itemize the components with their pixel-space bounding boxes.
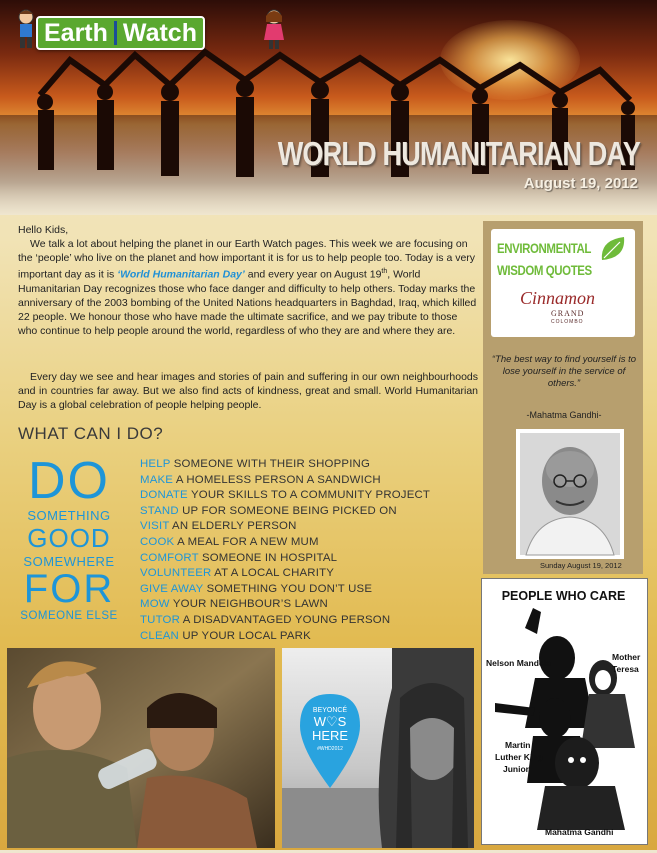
header-banner (0, 0, 657, 215)
name-junior: Junior (503, 764, 529, 774)
boy-mascot-icon (14, 8, 38, 50)
action-verb: COMFORT (140, 551, 199, 564)
name-mahatma-gandhi: Mahatma Gandhi (545, 827, 614, 837)
earth-watch-logo (36, 16, 205, 50)
env-quotes-title-1: ENVIRONMENTAL (497, 240, 591, 256)
page-date: August 19, 2012 (523, 175, 638, 192)
whd-highlight: ‘World Humanitarian Day’ (117, 268, 245, 281)
logo-divider (114, 21, 117, 45)
sponsor-name: Cinnamon (520, 288, 596, 308)
action-text: UP FOR SOMEONE BEING PICKED ON (178, 504, 397, 517)
name-martin: Martin (505, 740, 531, 750)
name-luther-king: Luther King (495, 752, 543, 762)
action-item (140, 582, 480, 598)
action-item (140, 457, 480, 473)
name-mother: Mother (612, 652, 641, 662)
action-text: YOUR NEIGHBOUR’S LAWN (169, 598, 328, 611)
action-item (140, 629, 480, 645)
action-item (140, 488, 480, 504)
action-verb: VISIT (140, 520, 170, 533)
action-text: AN ELDERLY PERSON (169, 520, 297, 533)
env-quotes-title-2: WISDOM QUOTES (497, 262, 592, 278)
paragraph-1 (18, 237, 478, 338)
sponsor-grand: GRAND (551, 309, 585, 318)
action-verb: CLEAN (140, 629, 179, 642)
people-who-care-illustration (485, 608, 643, 836)
beyonce-hashtag: #WHD2012 (317, 746, 343, 752)
action-item (140, 597, 480, 613)
action-item (140, 613, 480, 629)
beyonce-pin-text (300, 706, 360, 754)
action-verb: TUTOR (140, 613, 181, 626)
something-word: SOMETHING (27, 508, 111, 523)
name-teresa: Teresa (612, 664, 639, 674)
sponsor-city: COLOMBO (551, 319, 584, 325)
action-verb: COOK (140, 535, 175, 548)
action-item (140, 519, 480, 535)
greeting: Hello Kids, (18, 224, 69, 236)
action-item (140, 551, 480, 567)
beyonce-campaign-photo (282, 648, 474, 848)
p1-superscript: th (381, 268, 388, 275)
action-text: SOMEONE WITH THEIR SHOPPING (170, 458, 371, 470)
good-word: GOOD (27, 523, 111, 553)
action-verb: MAKE (140, 473, 174, 486)
paragraph-2: Every day we see and hear images and stories of pain and suffering in our own neighbourhoods and in countries far away. But we also find acts of kindness, great and small. World Humanitarian Day is a global celebration of people helping people. (18, 371, 478, 411)
action-text: A DISADVANTAGED YOUNG PERSON (180, 613, 391, 626)
logo-text-earth: Earth (44, 19, 108, 47)
action-verb: VOLUNTEER (140, 567, 212, 580)
beyonce-line-3: HERE (311, 728, 349, 743)
action-verb: DONATE (140, 489, 188, 502)
action-text: A HOMELESS PERSON A SANDWICH (173, 473, 381, 486)
do-word: DO (28, 452, 110, 510)
do-something-good-block (14, 452, 124, 623)
action-item (140, 504, 480, 520)
people-who-care-title: PEOPLE WHO CARE (501, 589, 626, 603)
action-item (140, 473, 480, 489)
for-word: FOR (23, 567, 115, 611)
somewhere-word: SOMEWHERE (23, 554, 115, 569)
what-can-i-do-heading: WHAT CAN I DO? (18, 424, 164, 443)
action-text: SOMETHING YOU DON’T USE (203, 582, 373, 595)
action-text: A MEAL FOR A NEW MUM (174, 535, 319, 548)
someone-else-word: SOMEONE ELSE (20, 610, 118, 622)
action-verb: HELP (140, 458, 171, 470)
action-item (140, 535, 480, 551)
action-text: UP YOUR LOCAL PARK (178, 629, 311, 642)
photo-caption: Sunday August 19, 2012 (540, 561, 622, 570)
name-nelson-mandela: Nelson Mandela (486, 658, 551, 668)
action-text: SOMEONE IN HOSPITAL (198, 551, 338, 564)
action-list (140, 457, 480, 644)
intro-paragraph (18, 223, 478, 338)
p1-part-b: and every year on August 19 (244, 268, 382, 281)
action-verb: MOW (140, 598, 170, 611)
action-item (140, 566, 480, 582)
action-verb: GIVE AWAY (140, 582, 204, 595)
leaf-icon (598, 234, 628, 264)
beyonce-line-1: BEYONCÉ (312, 707, 348, 714)
gandhi-quote: “The best way to find yourself is to lose yourself in the service of others.” (491, 354, 637, 389)
beyonce-line-2: W♡S (313, 714, 347, 729)
logo-text-watch: Watch (122, 19, 197, 47)
action-verb: STAND (140, 504, 179, 517)
girl-mascot-icon (262, 8, 286, 50)
action-text: AT A LOCAL CHARITY (211, 567, 335, 580)
p1-part-a: We talk a lot about helping the planet in our Earth Watch pages. This week we are focusing on the ‘people’ who live on the planet and how important it is for us to help people too. Today is a very important day as it is (18, 238, 476, 281)
p1-part-c: , World Humanitarian Day recognizes those who face danger and difficulty to help others. Today marks the anniversary of the 2003 bombing of the United Nations headquarters in Baghdad, Iraq, which killed 22 people. We honour those who have made the ultimate sacrifice, and we pay tribute to those who continue to help people around the world, regardless of who they are and where they are. (18, 268, 477, 337)
action-text: YOUR SKILLS TO A COMMUNITY PROJECT (187, 489, 431, 502)
gandhi-photo (516, 429, 624, 559)
aid-worker-photo (7, 648, 275, 848)
page-title: WORLD HUMANITARIAN DAY (277, 135, 640, 172)
quote-author: -Mahatma Gandhi- (526, 410, 602, 420)
